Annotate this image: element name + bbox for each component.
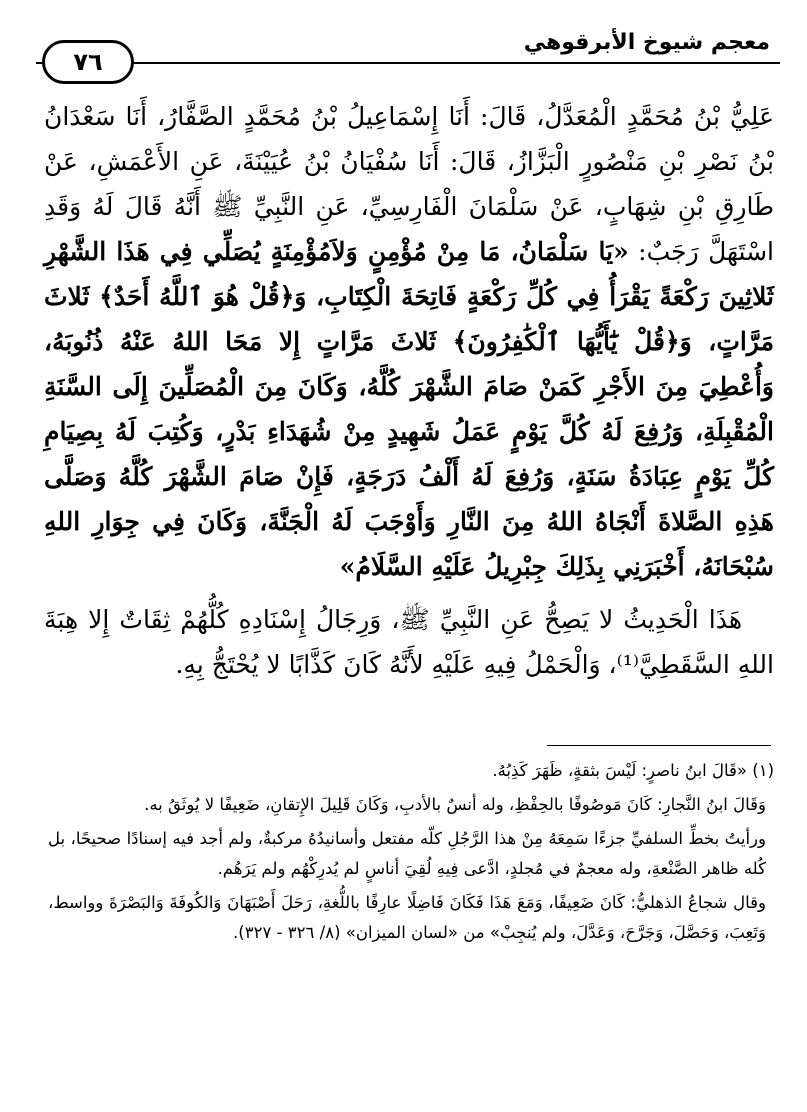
main-text: [44, 94, 774, 687]
footnote-1-continuation: ورأيتُ بخطِّ السلفيِّ جزءًا سَمِعَهُ مِنْ هذا الرَّجُلِ كلّه مفتعل وأسانيدُهُ مركبةٌ، ولم أجد فيه إسنادًا صحيحًا، بل كُله ظاهر الصَّنْعةِ، وله معجمٌ في مُجلدٍ، ادَّعى فِيهِ لُقِيَ أناسٍ لم يُدرِكْهُم ولم يَرَهُم.: [48, 829, 766, 878]
hadith-paragraph: [44, 94, 774, 589]
footnote-1: (١) «قَالَ ابنُ ناصرٍ: لَيْسَ بثقةٍ، ظَهَرَ كَذِبُهُ.: [492, 761, 774, 780]
commentary-paragraph: هَذَا الْحَدِيثُ لا يَصِحُّ عَنِ النَّبِيِّ ﷺ، وَرِجَالُ إِسْنَادِهِ كُلُّهُمْ ثِقَاتٌ إِلا هِبَةَ اللهِ السَّقَطِيَّ⁽¹⁾، وَالْحَمْلُ فِيهِ عَلَيْهِ لأَنَّهُ كَانَ كَذَّابًا لا يُحْتَجُّ بِهِ.: [44, 605, 774, 679]
footnote-1-continuation: وقال شجاعُ الذهليُّ: كَانَ ضَعِيفًا، وَمَعَ هَذَا فَكَانَ فَاضِلًا عارِفًا باللُّغةِ، رَحَلَ أَصْبَهَانَ وَالكُوفَةَ وَالبَصْرَةَ وواسط، وَتَعِبَ، وَحَصَّلَ، وَجَرَّحَ، وَعَدَّلَ، ولم يُنجِبْ» من «لسان الميزان» (٨/ ٣٢٦ - ٣٢٧).: [48, 893, 766, 942]
footnote-1-continuation: وَقَالَ ابنُ النَّجارِ: كَانَ مَوصُوفًا بالحِفْظِ، وله أنسٌ بالأدبِ، وَكَانَ قَلِيلَ الإِتقانِ، ضَعِيفًا لا يُوثَقُ به.: [144, 795, 766, 814]
page-number-badge: ٧٦: [42, 40, 134, 84]
header-rule: [36, 62, 780, 64]
footnote-divider: [547, 745, 771, 746]
page-header: [36, 14, 780, 84]
isnad-text: عَلِيُّ بْنُ مُحَمَّدٍ الْمُعَدَّلُ، قَالَ: أَنَا إِسْمَاعِيلُ بْنُ مُحَمَّدٍ الصَّفَّارُ، أَنَا سَعْدَانُ بْنُ نَصْرِ بْنِ مَنْصُورٍ الْبَزَّازُ، قَالَ: أَنَا سُفْيَانُ بْنُ عُيَيْنَةَ، عَنِ الأَعْمَشِ، عَنْ طَارِقِ بْنِ شِهَابٍ، عَنْ سَلْمَانَ الْفَارِسِيِّ، عَنِ النَّبِيِّ ﷺ أَنَّهُ قَالَ لَهُ وَقَدِ اسْتَهَلَّ رَجَبٌ:: [44, 102, 774, 266]
running-title: معجم شيوخ الأبرقوهي: [523, 30, 770, 55]
footnotes: [48, 756, 774, 952]
matn-text: «يَا سَلْمَانُ، مَا مِنْ مُؤْمِنٍ وَلاَمُؤْمِنَةٍ يُصَلِّي فِي هَذَا الشَّهْرِ ثَلاثِينَ رَكْعَةً يَقْرَأُ فِي كُلِّ رَكْعَةٍ فَاتِحَةَ الْكِتَابِ، وَ﴿قُلْ هُوَ ٱللَّهُ أَحَدٌ﴾ ثَلاثَ مَرَّاتٍ، وَ﴿قُلْ يَٰٓأَيُّهَا ٱلْكَٰفِرُونَ﴾ ثَلاثَ مَرَّاتٍ إِلا مَحَا اللهُ عَنْهُ ذُنُوبَهُ، وَأُعْطِيَ مِنَ الأَجْرِ كَمَنْ صَامَ الشَّهْرَ كُلَّهُ، وَكَانَ مِنَ الْمُصَلِّينَ إِلَى السَّنَةِ الْمُقْبِلَةِ، وَرُفِعَ لَهُ كُلَّ يَوْمٍ عَمَلُ شَهِيدٍ مِنْ شُهَدَاءِ بَدْرٍ، وَكُتِبَ لَهُ بِصِيَامِ كُلِّ يَوْمٍ عِبَادَةُ سَنَةٍ، وَرُفِعَ لَهُ أَلْفُ دَرَجَةٍ، فَإِنْ صَامَ الشَّهْرَ كُلَّهُ وَصَلَّى هَذِهِ الصَّلاةَ أَنْجَاهُ اللهُ مِنَ النَّارِ وَأَوْجَبَ لَهُ الْجَنَّةَ، وَكَانَ فِي جِوَارِ اللهِ سُبْحَانَهُ، أَخْبَرَنِي بِذَلِكَ جِبْرِيلُ عَلَيْهِ السَّلَامُ»: [44, 237, 774, 581]
